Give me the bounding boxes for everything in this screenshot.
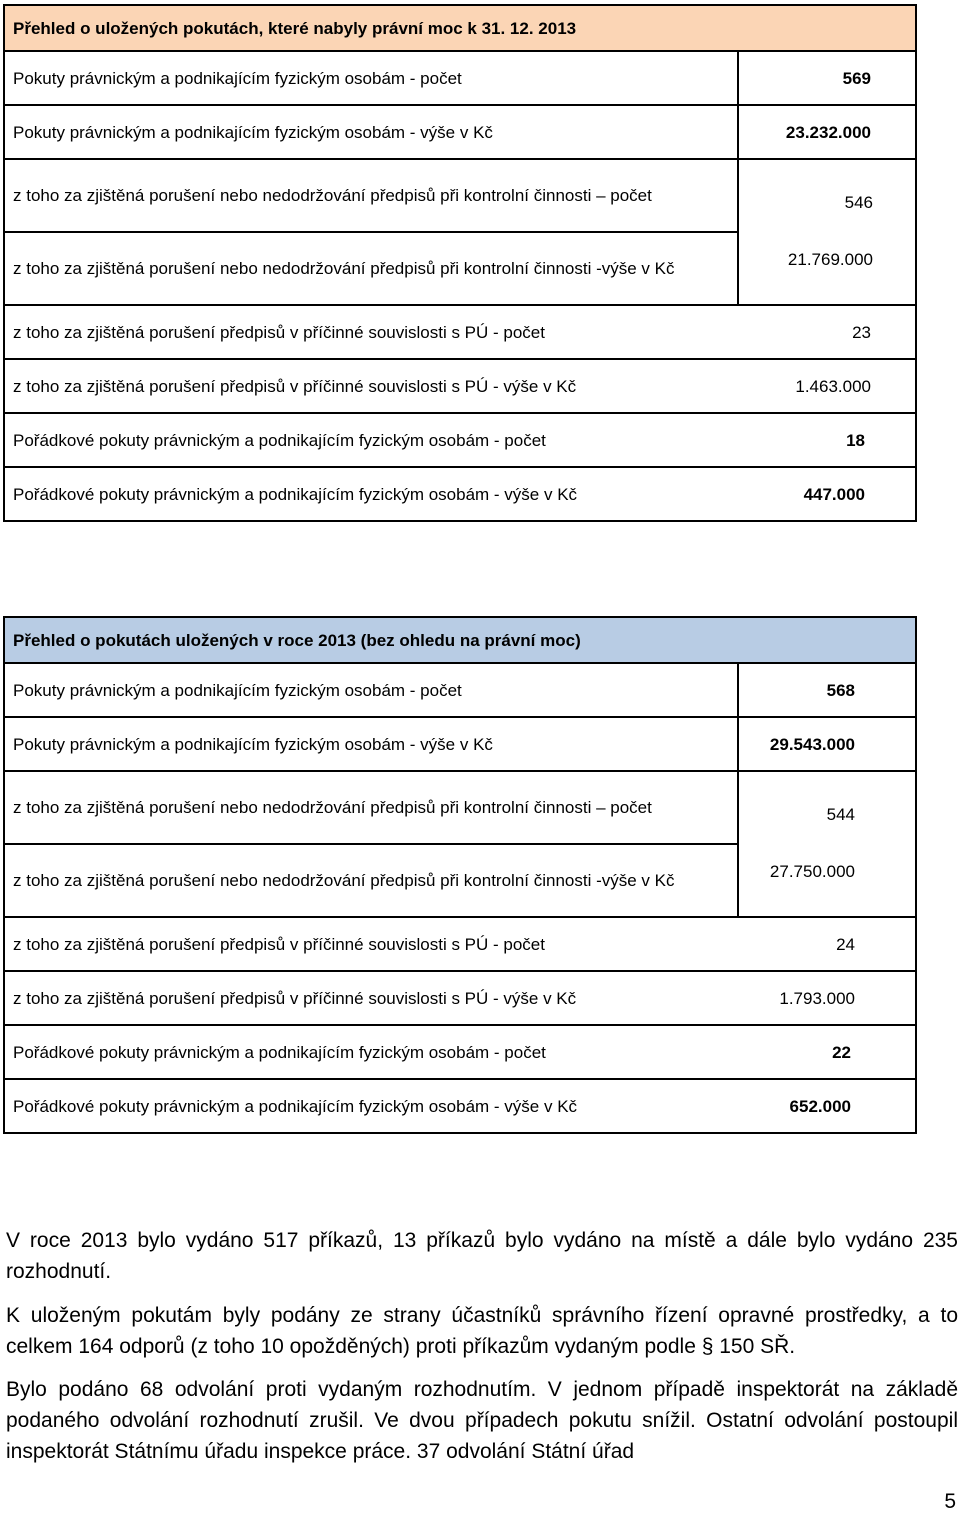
row-label-text: Pořádkové pokuty právnickým a podnikajícím fyzickým osobám - výše v Kč	[13, 484, 578, 504]
row-value: 447.000	[803, 484, 866, 504]
table-row	[4, 305, 916, 359]
table-row	[4, 467, 916, 521]
row-label	[4, 413, 916, 467]
row-value: 569	[738, 51, 916, 105]
row-value: 23.232.000	[738, 105, 916, 159]
row-value-pair	[738, 159, 916, 305]
row-label: Pokuty právnickým a podnikajícím fyzickým osobám - počet	[4, 51, 738, 105]
table-row	[4, 771, 916, 844]
row-label-text: z toho za zjištěná porušení předpisů v příčinné souvislosti s PÚ - výše v Kč	[13, 376, 577, 396]
row-label	[4, 359, 916, 413]
row-label-text: z toho za zjištěná porušení předpisů v příčinné souvislosti s PÚ - počet	[13, 934, 545, 954]
row-value: 1.793.000	[779, 988, 855, 1008]
row-label-text: Pořádkové pokuty právnickým a podnikajícím fyzickým osobám - výše v Kč	[13, 1096, 578, 1116]
fines-2013-table	[3, 616, 917, 1134]
row-value: 568	[738, 663, 916, 717]
row-value: 18	[846, 430, 866, 450]
table-row	[4, 1079, 916, 1133]
row-value: 27.750.000	[769, 862, 855, 881]
row-label	[4, 467, 916, 521]
table-row	[4, 663, 916, 717]
row-label: z toho za zjištěná porušení nebo nedodržování předpisů při kontrolní činnosti -výše v Kč	[4, 844, 738, 917]
paragraph: V roce 2013 bylo vydáno 517 příkazů, 13 příkazů bylo vydáno na místě a dále bylo vydáno 235 rozhodnutí.	[6, 1229, 958, 1283]
row-value: 23	[852, 322, 872, 342]
row-value: 29.543.000	[738, 717, 916, 771]
table-row	[4, 51, 916, 105]
row-label-text: Pořádkové pokuty právnickým a podnikajícím fyzickým osobám - počet	[13, 1042, 546, 1062]
row-label	[4, 971, 916, 1025]
row-value: 544	[826, 805, 855, 824]
table-row	[4, 717, 916, 771]
row-value: 546	[844, 193, 874, 212]
row-label: z toho za zjištěná porušení nebo nedodržování předpisů při kontrolní činnosti -výše v Kč	[4, 232, 738, 305]
row-label	[4, 305, 916, 359]
row-label: z toho za zjištěná porušení nebo nedodržování předpisů při kontrolní činnosti – počet	[4, 771, 738, 844]
row-value: 22	[832, 1042, 851, 1062]
row-label	[4, 1079, 916, 1133]
table-row	[4, 359, 916, 413]
table-row	[4, 917, 916, 971]
row-label: Pokuty právnickým a podnikajícím fyzickým osobám - výše v Kč	[4, 105, 738, 159]
row-label	[4, 1025, 916, 1079]
paragraph: Bylo podáno 68 odvolání proti vydaným rozhodnutím. V jednom případě inspektorát na základě podaného odvolání rozhodnutí zrušil. Ve dvou případech pokutu snížil. Ostatní odvolání postoupil inspektorát Státnímu úřadu inspekce práce. 37 odvolání Státní úřad	[6, 1378, 958, 1463]
row-value: 1.463.000	[795, 376, 872, 396]
row-label: Pokuty právnickým a podnikajícím fyzickým osobám - výše v Kč	[4, 717, 738, 771]
row-label	[4, 917, 916, 971]
row-label-text: z toho za zjištěná porušení předpisů v příčinné souvislosti s PÚ - výše v Kč	[13, 988, 577, 1008]
table-row	[4, 413, 916, 467]
row-label-text: Pořádkové pokuty právnickým a podnikajícím fyzickým osobám - počet	[13, 430, 546, 450]
row-value: 652.000	[789, 1096, 851, 1116]
table-title: Přehled o pokutách uložených v roce 2013 (bez ohledu na právní moc)	[4, 617, 916, 663]
row-value: 24	[836, 934, 855, 954]
row-value-pair	[738, 771, 916, 917]
table-row	[4, 105, 916, 159]
row-value: 21.769.000	[787, 250, 874, 269]
table-row	[4, 971, 916, 1025]
row-label: z toho za zjištěná porušení nebo nedodržování předpisů při kontrolní činnosti – počet	[4, 159, 738, 232]
table-title: Přehled o uložených pokutách, které nabyly právní moc k 31. 12. 2013	[4, 5, 916, 51]
fines-final-table	[3, 4, 917, 522]
table-row	[4, 159, 916, 232]
row-label-text: z toho za zjištěná porušení předpisů v příčinné souvislosti s PÚ - počet	[13, 322, 545, 342]
page-number: 5	[944, 1490, 956, 1513]
table-row	[4, 1025, 916, 1079]
row-label: Pokuty právnickým a podnikajícím fyzickým osobám - počet	[4, 663, 738, 717]
paragraph: K uloženým pokutám byly podány ze strany účastníků správního řízení opravné prostředky, a to celkem 164 odporů (z toho 10 opožděných) proti příkazům vydaným podle § 150 SŘ.	[6, 1304, 958, 1358]
